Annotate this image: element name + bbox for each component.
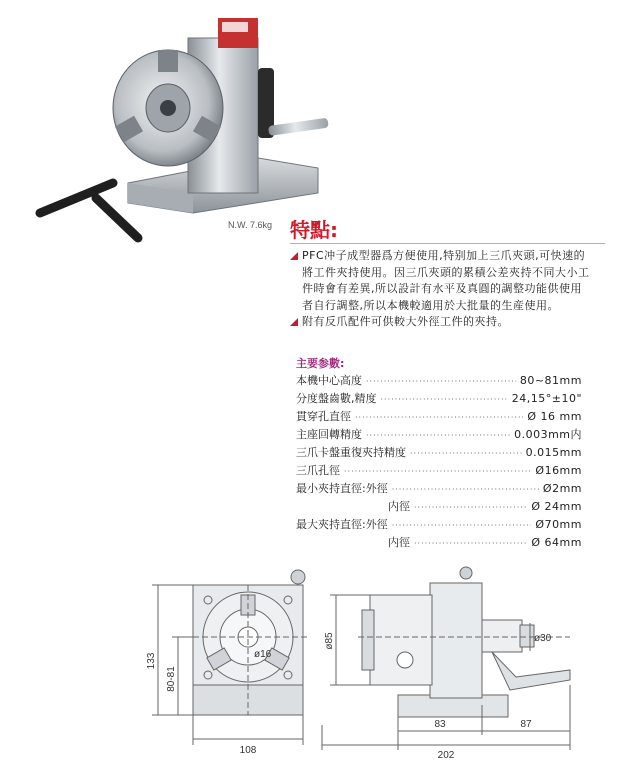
section-title: 特點: xyxy=(290,218,338,242)
spec-value: Ø 64mm xyxy=(531,536,582,549)
spec-label: 内徑 xyxy=(388,500,410,513)
leader-dots xyxy=(410,449,522,458)
weight-caption: N.W. 7.6kg xyxy=(228,220,273,230)
triangle-bullet-icon xyxy=(290,252,298,260)
spec-value: 24,15°±10" xyxy=(511,392,582,405)
leader-dots xyxy=(366,431,510,440)
specs-list xyxy=(296,372,582,552)
dim-center-height: 80-81 xyxy=(166,666,177,692)
technical-drawing xyxy=(130,565,605,760)
spec-label: 内徑 xyxy=(388,536,410,549)
dim-width: 108 xyxy=(239,745,257,756)
leader-dots xyxy=(392,485,539,494)
spec-value: Ø70mm xyxy=(535,518,582,531)
spec-value: Ø 24mm xyxy=(531,500,582,513)
front-view xyxy=(152,570,310,745)
spec-label: 分度盤齒數,精度 xyxy=(296,392,377,405)
leader-dots xyxy=(414,539,527,548)
side-view xyxy=(322,567,570,750)
dim-chuck-diameter: ø85 xyxy=(324,632,335,650)
spec-row xyxy=(296,534,582,552)
spec-value: 80~81mm xyxy=(519,374,582,387)
leader-dots xyxy=(414,503,527,512)
leader-dots xyxy=(366,377,516,386)
feature-item: 附有反爪配件可供較大外徑工件的夾持。 xyxy=(290,314,590,331)
spec-label: 三爪卡盤重復夾持精度 xyxy=(296,446,406,459)
spec-row xyxy=(296,516,582,534)
spec-row xyxy=(296,480,582,498)
spec-label: 貫穿孔直徑 xyxy=(296,410,351,423)
triangle-bullet-icon xyxy=(290,318,298,326)
dim-base-length: 83 xyxy=(434,719,446,730)
spec-value: Ø16mm xyxy=(535,464,582,477)
spec-value: 0.015mm xyxy=(525,446,582,459)
feature-description xyxy=(290,248,590,331)
spec-label: 本機中心高度 xyxy=(296,374,362,387)
leader-dots xyxy=(381,395,508,404)
spec-row xyxy=(296,444,582,462)
dim-height-total: 133 xyxy=(146,652,157,670)
spec-row xyxy=(296,408,582,426)
spec-label: 三爪孔徑 xyxy=(296,464,340,477)
spec-label: 最小夾持直徑:外徑 xyxy=(296,482,388,495)
product-photo xyxy=(18,8,333,248)
feature-item: PFC冲子成型器爲方便使用,特别加上三爪夾頭,可快速的將工件夾持使用。因三爪夾頭的累積公差夾持不同大小工件時會有差異,所以設計有水平及真圓的調整功能供使用者自行調整,所以本機較適用於大批量的生産使用。 xyxy=(290,248,590,314)
spec-value: Ø 16 mm xyxy=(527,410,582,423)
title-divider xyxy=(290,243,605,244)
specs-title: 主要参數: xyxy=(296,357,345,370)
dim-handle-length: 87 xyxy=(520,719,532,730)
spec-label: 最大夾持直徑:外徑 xyxy=(296,518,388,531)
leader-dots xyxy=(392,521,532,530)
dim-bore: ø16 xyxy=(254,649,272,660)
spec-row xyxy=(296,498,582,516)
dim-shaft-diameter: ø30 xyxy=(534,633,552,644)
spec-value: Ø2mm xyxy=(542,482,582,495)
spec-row xyxy=(296,426,582,444)
spec-row xyxy=(296,462,582,480)
leader-dots xyxy=(344,467,531,476)
spec-row xyxy=(296,372,582,390)
leader-dots xyxy=(355,413,523,422)
spec-label: 主座回轉精度 xyxy=(296,428,362,441)
dim-total-length: 202 xyxy=(437,750,455,760)
spec-value: 0.003mm内 xyxy=(514,428,582,441)
spec-row xyxy=(296,390,582,408)
